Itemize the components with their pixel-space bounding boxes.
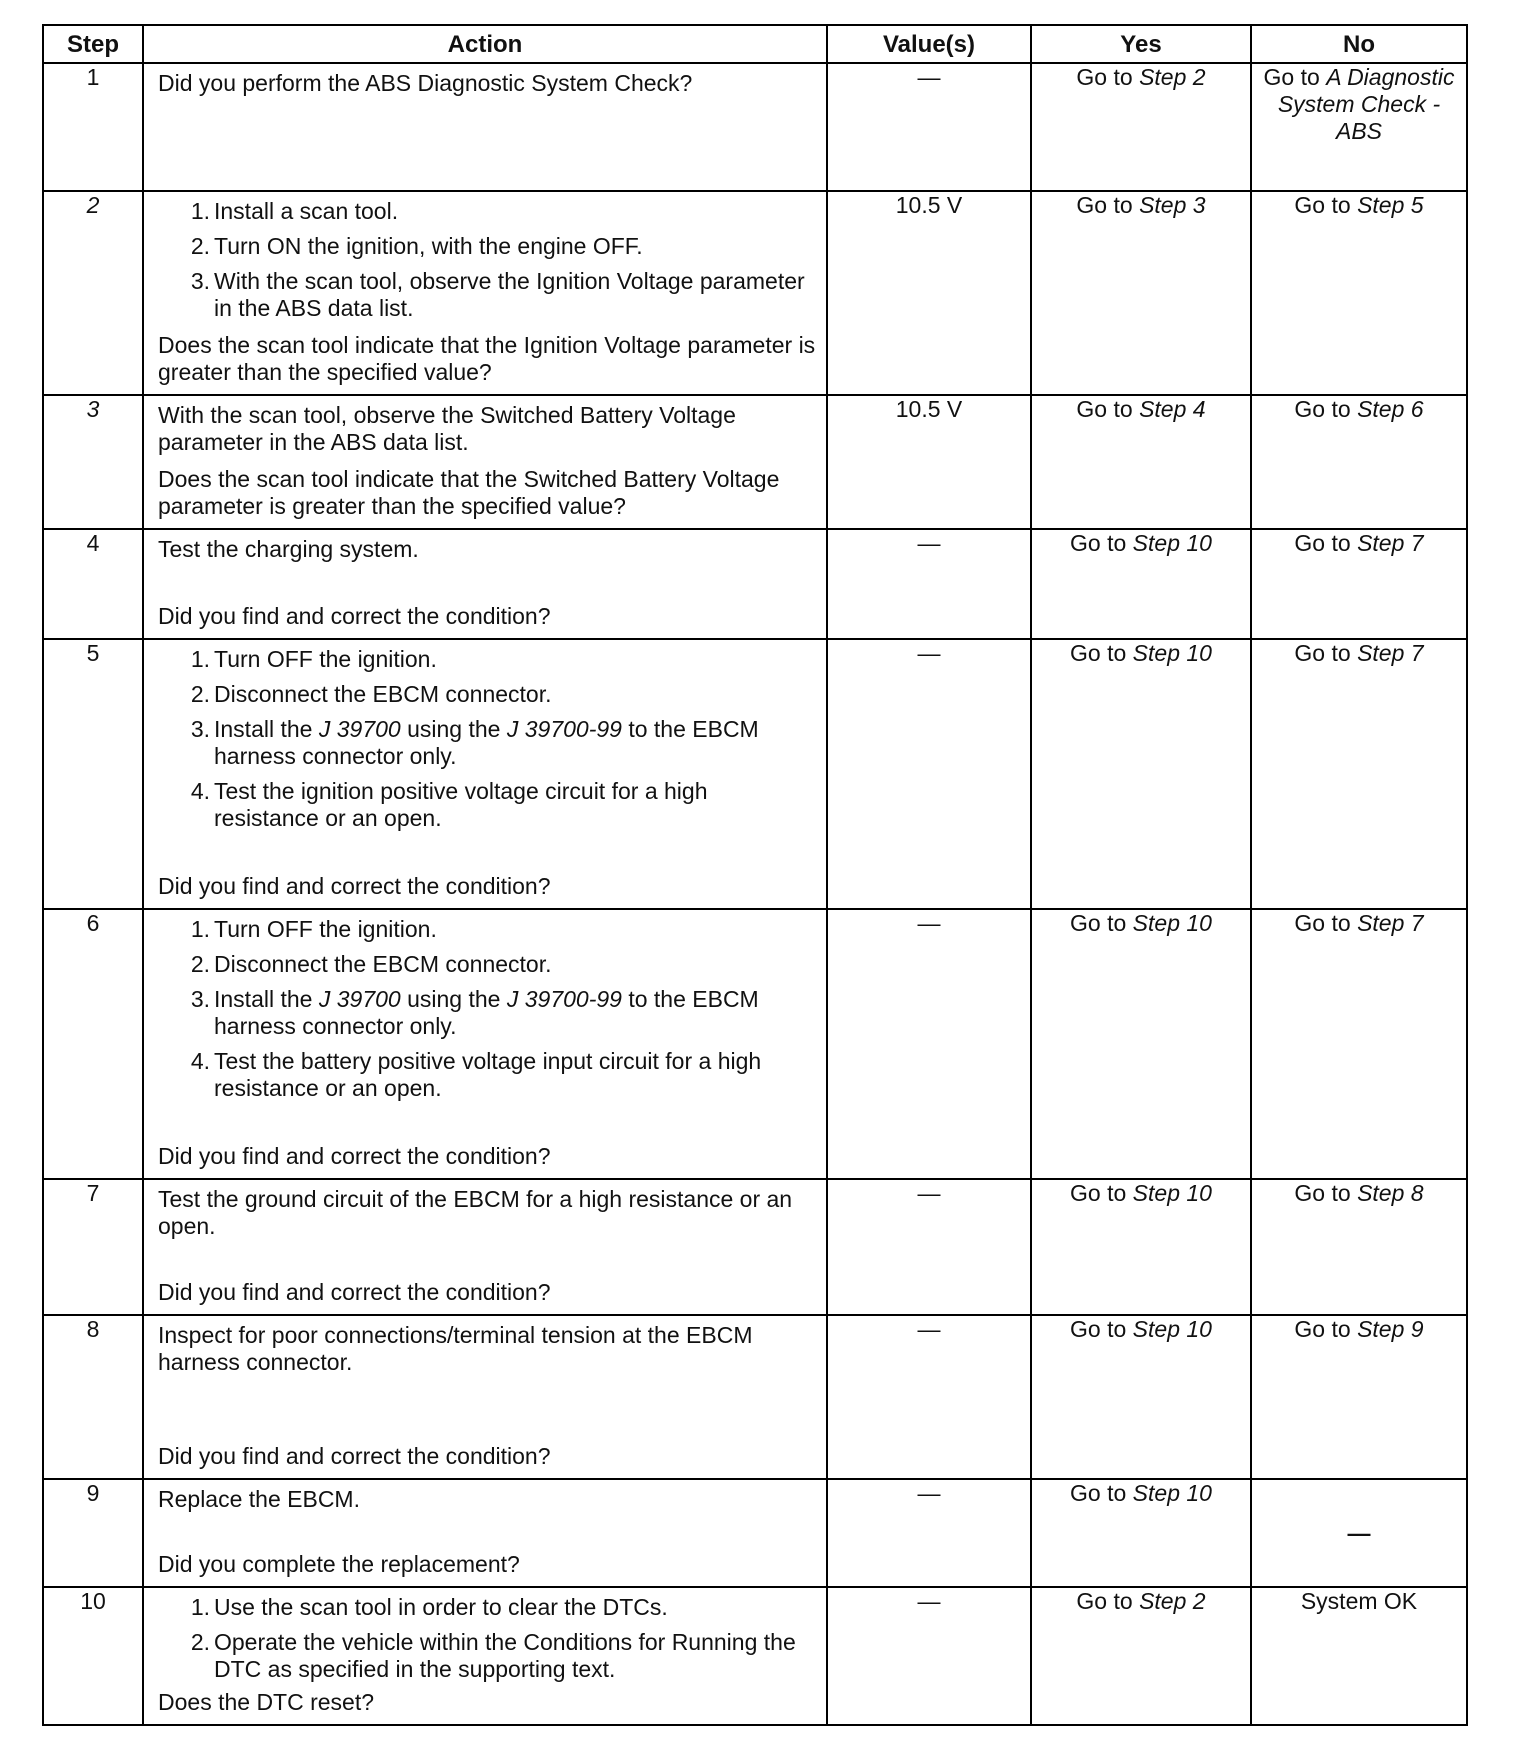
action-step-item: [158, 646, 816, 673]
item-text: Install a scan tool.: [214, 198, 399, 224]
item-text: Install the J 39700 using the J 39700-99 to the EBCM harness connector only.: [214, 716, 759, 769]
action-content: [144, 192, 826, 394]
step-number-cell: [43, 395, 143, 529]
item-text: Install the J 39700 using the J 39700-99 to the EBCM harness connector only.: [214, 986, 759, 1039]
no-prefix: Go to: [1294, 1180, 1358, 1206]
step-number: 10: [80, 1588, 106, 1614]
item-number: 2.: [190, 1629, 210, 1655]
yes-prefix: Go to: [1070, 530, 1133, 556]
action-instructions: [158, 916, 816, 1106]
yes-cell: [1031, 63, 1251, 191]
action-content: [144, 1480, 826, 1586]
action-instructions: [158, 1594, 816, 1687]
table-row: [43, 639, 1467, 909]
yes-prefix: Go to: [1076, 1588, 1140, 1614]
action-cell: [143, 1587, 827, 1725]
table-row: [43, 1587, 1467, 1725]
step-number: 3: [86, 396, 100, 422]
action-step-item: [158, 268, 816, 322]
table-row: [43, 395, 1467, 529]
step-number: 8: [86, 1316, 100, 1342]
step-number-cell: [43, 529, 143, 639]
step-number-cell: [43, 1179, 143, 1315]
no-target-link[interactable]: Step 6: [1357, 396, 1424, 422]
action-question: Did you find and correct the condition?: [158, 873, 551, 899]
action-instructions: [158, 70, 816, 97]
action-content: [144, 1588, 826, 1724]
item-text: Disconnect the EBCM connector.: [214, 951, 552, 977]
action-cell: [143, 1315, 827, 1479]
no-prefix: Go to: [1294, 530, 1358, 556]
value-cell: [827, 63, 1031, 191]
table-header-row: [43, 25, 1467, 63]
action-content: [144, 640, 826, 908]
action-question: Does the scan tool indicate that the Ignition Voltage parameter is greater than the specified value?: [158, 332, 816, 385]
tool-number: J 39700-99: [506, 716, 622, 742]
value-text: —: [917, 640, 941, 666]
no-target-link[interactable]: Step 5: [1357, 192, 1424, 218]
action-question: Did you find and correct the condition?: [158, 1279, 551, 1305]
action-step-item: [158, 951, 816, 978]
item-number: 2.: [190, 233, 210, 259]
step-number: 2: [86, 192, 100, 218]
no-cell: [1251, 1179, 1467, 1315]
item-number: 1.: [190, 198, 210, 224]
step-number-cell: [43, 191, 143, 395]
value-text: —: [917, 530, 941, 556]
value-text: —: [917, 1480, 941, 1506]
yes-cell: [1031, 1479, 1251, 1587]
tool-number: J 39700: [318, 986, 401, 1012]
action-step-item: [158, 681, 816, 708]
action-text: Replace the EBCM.: [158, 1486, 360, 1512]
value-text: —: [917, 1316, 941, 1342]
action-cell: [143, 529, 827, 639]
yes-prefix: Go to: [1076, 192, 1140, 218]
value-cell: [827, 639, 1031, 909]
value-text: —: [917, 910, 941, 936]
table-row: [43, 1479, 1467, 1587]
action-instructions: [158, 536, 816, 563]
step-number: 4: [86, 530, 100, 556]
no-target-link[interactable]: Step 9: [1357, 1316, 1424, 1342]
action-content: [144, 1316, 826, 1478]
item-number: 2.: [190, 681, 210, 707]
no-target-link[interactable]: Step 7: [1357, 640, 1424, 666]
header-values: Value(s): [827, 25, 1031, 63]
value-cell: [827, 191, 1031, 395]
no-cell: [1251, 909, 1467, 1179]
action-step-item: [158, 233, 816, 260]
yes-cell: [1031, 1179, 1251, 1315]
action-steps-list: [158, 1594, 816, 1683]
step-number-cell: [43, 1479, 143, 1587]
action-content: [144, 530, 826, 638]
action-question: Did you find and correct the condition?: [158, 1443, 551, 1469]
action-cell: [143, 639, 827, 909]
step-number-cell: [43, 1587, 143, 1725]
action-instructions: [158, 198, 816, 326]
yes-prefix: Go to: [1070, 640, 1133, 666]
step-number-cell: [43, 1315, 143, 1479]
value-text: —: [917, 64, 941, 90]
yes-cell: [1031, 639, 1251, 909]
action-step-item: [158, 198, 816, 225]
item-number: 4.: [190, 778, 210, 804]
item-number: 3.: [190, 716, 210, 742]
header-action: Action: [143, 25, 827, 63]
item-number: 2.: [190, 951, 210, 977]
action-instructions: [158, 402, 816, 456]
action-step-item: [158, 778, 816, 832]
action-step-item: [158, 1048, 816, 1102]
value-text: 10.5 V: [895, 396, 963, 422]
item-text: Use the scan tool in order to clear the DTCs.: [214, 1594, 668, 1620]
no-prefix: Go to: [1294, 396, 1358, 422]
item-number: 1.: [190, 1594, 210, 1620]
no-prefix: Go to: [1294, 640, 1358, 666]
step-number: 6: [86, 910, 100, 936]
action-instructions: [158, 1186, 816, 1240]
yes-target-link[interactable]: Step 2: [1139, 1588, 1206, 1614]
yes-target-link[interactable]: Step 10: [1132, 530, 1212, 556]
yes-cell: [1031, 1587, 1251, 1725]
yes-cell: [1031, 1315, 1251, 1479]
action-question: Did you find and correct the condition?: [158, 1143, 551, 1169]
yes-target-link[interactable]: Step 10: [1132, 1480, 1212, 1506]
action-step-item: [158, 716, 816, 770]
action-text: Test the charging system.: [158, 536, 419, 562]
action-step-item: [158, 916, 816, 943]
action-content: [144, 396, 826, 528]
item-number: 3.: [190, 268, 210, 294]
value-cell: [827, 909, 1031, 1179]
item-number: 1.: [190, 646, 210, 672]
action-instructions: [158, 1486, 816, 1513]
action-cell: [143, 1479, 827, 1587]
value-cell: [827, 529, 1031, 639]
step-number-cell: [43, 909, 143, 1179]
yes-prefix: Go to: [1070, 910, 1133, 936]
yes-cell: [1031, 909, 1251, 1179]
yes-target-link[interactable]: Step 10: [1132, 910, 1212, 936]
yes-cell: [1031, 395, 1251, 529]
action-instructions: [158, 1322, 816, 1376]
action-content: [144, 1180, 826, 1314]
no-cell: [1251, 1315, 1467, 1479]
yes-prefix: Go to: [1070, 1480, 1133, 1506]
action-step-item: [158, 1594, 816, 1621]
item-number: 3.: [190, 986, 210, 1012]
action-steps-list: [158, 198, 816, 322]
yes-prefix: Go to: [1076, 396, 1140, 422]
header-step: Step: [43, 25, 143, 63]
action-steps-list: [158, 916, 816, 1102]
table-row: [43, 1315, 1467, 1479]
no-prefix: Go to: [1263, 64, 1327, 90]
no-target-link[interactable]: Step 7: [1357, 530, 1424, 556]
item-text: With the scan tool, observe the Ignition Voltage parameter in the ABS data list.: [214, 268, 805, 321]
tool-number: J 39700: [318, 716, 401, 742]
table-row: [43, 909, 1467, 1179]
value-cell: [827, 1479, 1031, 1587]
no-target-link[interactable]: Step 8: [1357, 1180, 1424, 1206]
action-text: Test the ground circuit of the EBCM for a high resistance or an open.: [158, 1186, 793, 1239]
step-number-cell: [43, 639, 143, 909]
no-prefix: Go to: [1294, 192, 1358, 218]
no-cell: [1251, 1479, 1467, 1587]
value-cell: [827, 395, 1031, 529]
no-text: System OK: [1300, 1588, 1418, 1614]
no-cell: [1251, 1587, 1467, 1725]
header-yes: Yes: [1031, 25, 1251, 63]
value-text: —: [917, 1588, 941, 1614]
value-text: 10.5 V: [895, 192, 963, 218]
header-no: No: [1251, 25, 1467, 63]
action-content: [144, 910, 826, 1178]
no-text: —: [1347, 1519, 1371, 1546]
value-cell: [827, 1315, 1031, 1479]
action-cell: [143, 63, 827, 191]
yes-cell: [1031, 191, 1251, 395]
yes-prefix: Go to: [1070, 1316, 1133, 1342]
yes-target-link[interactable]: Step 10: [1132, 640, 1212, 666]
action-step-item: [158, 1629, 816, 1683]
table-row: [43, 191, 1467, 395]
no-cell: [1251, 529, 1467, 639]
action-cell: [143, 909, 827, 1179]
step-number: 7: [86, 1180, 100, 1206]
step-number: 1: [86, 64, 100, 90]
yes-target-link[interactable]: Step 10: [1132, 1316, 1212, 1342]
yes-prefix: Go to: [1070, 1180, 1133, 1206]
action-step-item: [158, 986, 816, 1040]
item-text: Operate the vehicle within the Conditions for Running the DTC as specified in the supporting text.: [214, 1629, 796, 1682]
action-cell: [143, 1179, 827, 1315]
no-target-link[interactable]: A Diagnostic System Check - ABS: [1277, 64, 1455, 144]
item-text: Disconnect the EBCM connector.: [214, 681, 552, 707]
table-row: [43, 1179, 1467, 1315]
action-question: Did you find and correct the condition?: [158, 603, 551, 629]
yes-target-link[interactable]: Step 10: [1132, 1180, 1212, 1206]
value-cell: [827, 1587, 1031, 1725]
item-text: Test the ignition positive voltage circuit for a high resistance or an open.: [214, 778, 708, 831]
item-text: Test the battery positive voltage input circuit for a high resistance or an open.: [214, 1048, 762, 1101]
step-number: 5: [86, 640, 100, 666]
action-text: Did you perform the ABS Diagnostic System Check?: [158, 70, 693, 96]
action-question: Does the scan tool indicate that the Switched Battery Voltage parameter is greater than the specified value?: [158, 466, 780, 519]
no-cell: [1251, 639, 1467, 909]
action-content: [144, 64, 826, 190]
yes-target-link[interactable]: Step 2: [1139, 64, 1206, 90]
action-steps-list: [158, 646, 816, 832]
action-question: Did you complete the replacement?: [158, 1551, 520, 1577]
no-cell: [1251, 63, 1467, 191]
value-cell: [827, 1179, 1031, 1315]
item-number: 1.: [190, 916, 210, 942]
item-text: Turn ON the ignition, with the engine OFF.: [214, 233, 643, 259]
item-text: Turn OFF the ignition.: [214, 916, 437, 942]
action-question: Does the DTC reset?: [158, 1689, 375, 1715]
no-target-link[interactable]: Step 7: [1357, 910, 1424, 936]
action-cell: [143, 191, 827, 395]
step-number: 9: [86, 1480, 100, 1506]
table-row: [43, 63, 1467, 191]
action-instructions: [158, 646, 816, 836]
no-prefix: Go to: [1294, 1316, 1358, 1342]
table-row: [43, 529, 1467, 639]
action-cell: [143, 395, 827, 529]
yes-cell: [1031, 529, 1251, 639]
yes-target-link[interactable]: Step 4: [1139, 396, 1206, 422]
yes-prefix: Go to: [1076, 64, 1140, 90]
action-text: With the scan tool, observe the Switched Battery Voltage parameter in the ABS data list.: [158, 402, 736, 455]
action-text: Inspect for poor connections/terminal tension at the EBCM harness connector.: [158, 1322, 753, 1375]
no-cell: [1251, 191, 1467, 395]
value-text: —: [917, 1180, 941, 1206]
yes-target-link[interactable]: Step 3: [1139, 192, 1206, 218]
step-number-cell: [43, 63, 143, 191]
no-prefix: Go to: [1294, 910, 1358, 936]
diagnostic-table: [42, 24, 1468, 1726]
item-text: Turn OFF the ignition.: [214, 646, 437, 672]
tool-number: J 39700-99: [506, 986, 622, 1012]
item-number: 4.: [190, 1048, 210, 1074]
no-cell: [1251, 395, 1467, 529]
